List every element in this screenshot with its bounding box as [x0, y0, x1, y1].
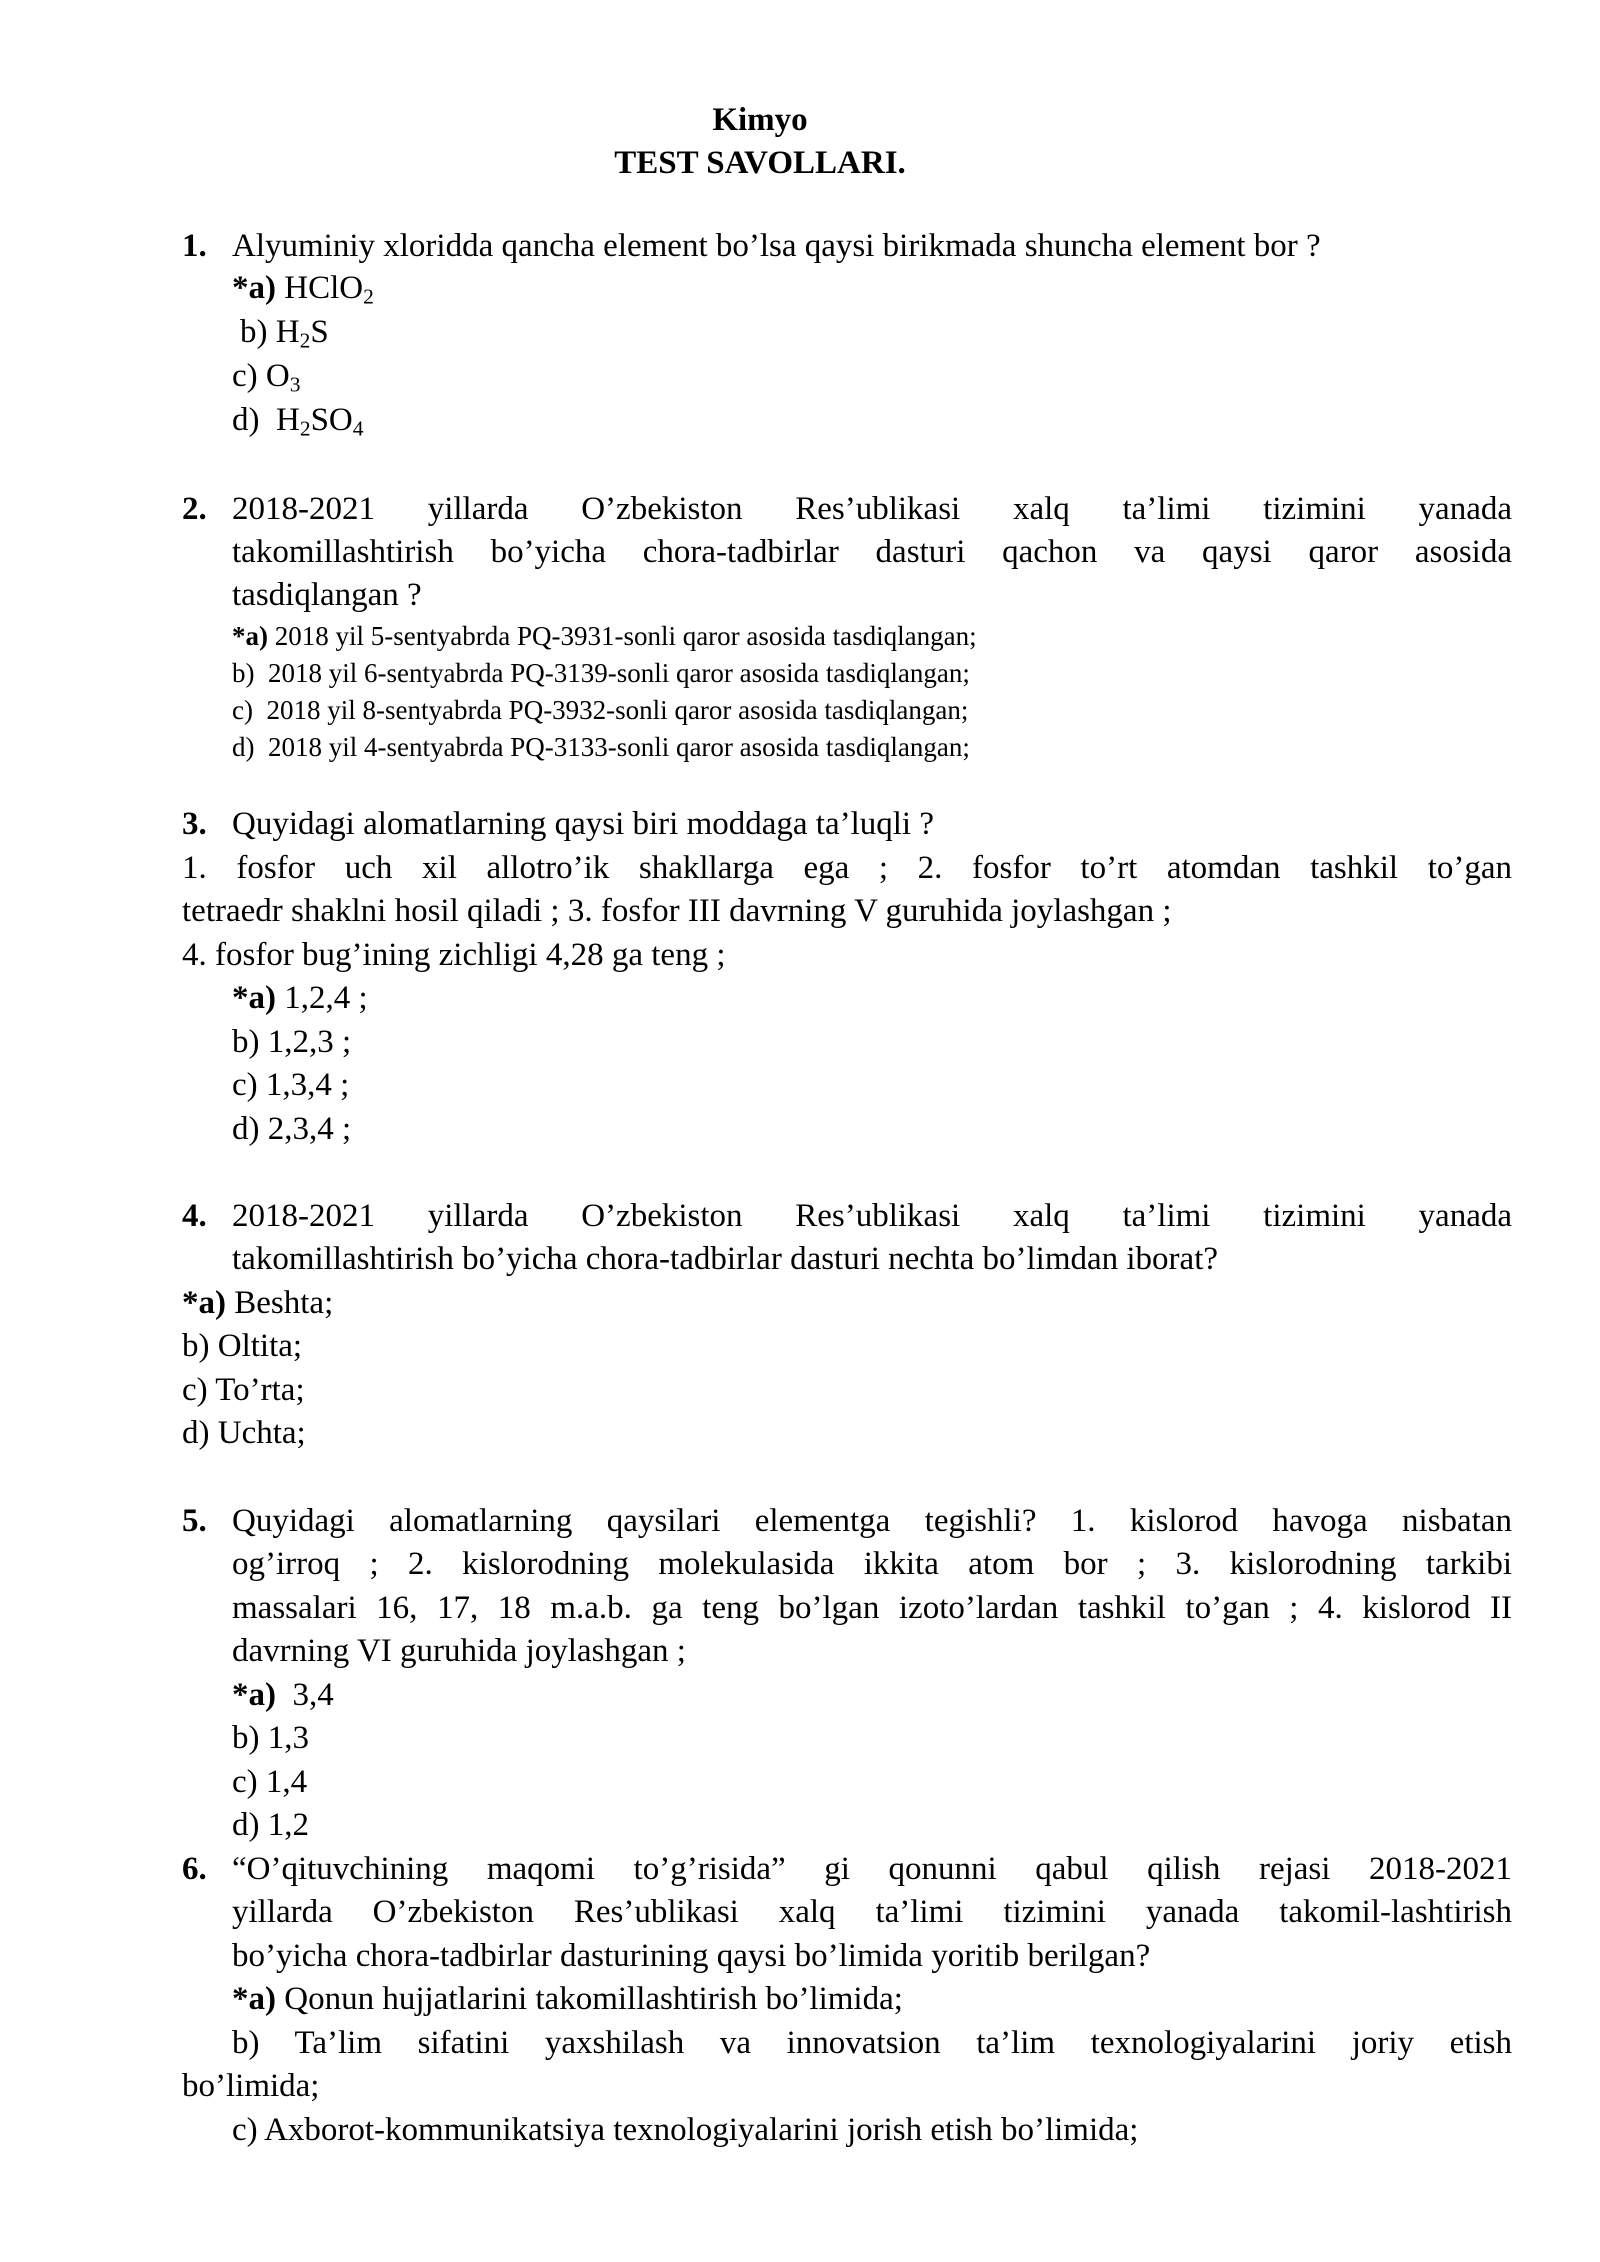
option-4c: c) To’rta; — [182, 1372, 305, 1408]
question-text-4-line-1: 2018-2021 yillarda O’zbekiston Res’ublikasi xalq ta’limi tizimini yanada — [232, 1198, 1512, 1234]
question-text-6-line-2: yillarda O’zbekiston Res’ublikasi xalq ta’limi tizimini yanada takomil-lashtirish — [232, 1894, 1512, 1930]
question-number-4: 4. — [182, 1198, 207, 1234]
option-3d: d) 2,3,4 ; — [232, 1111, 352, 1147]
option-1d: d) $H_2SO_4$ — [232, 402, 364, 441]
option-3a: *a) 1,2,4 ; — [232, 980, 368, 1016]
question-text-3: Quyidagi alomatlarning qaysi biri moddaga ta’luqli ? — [232, 806, 934, 842]
question-text-6-line-1: “O’qituvchining maqomi to’g’risida” gi qonunni qabul qilish rejasi 2018-2021 — [232, 1851, 1512, 1887]
option-6a: *a) Qonun hujjatlarini takomillashtirish bo’limida; — [232, 1981, 903, 2017]
option-4d: d) Uchta; — [182, 1415, 306, 1451]
option-4b: b) Oltita; — [182, 1328, 303, 1364]
question-number-3: 3. — [182, 806, 207, 842]
option-2d: d) 2018 yil 4-sentyabrda PQ-3133-sonli qaror asosida tasdiqlangan; — [232, 732, 970, 762]
question-text-3-line-3: 4. fosfor bug’ining zichligi 4,28 ga teng ; — [182, 937, 726, 973]
question-text-5-line-3: massalari 16, 17, 18 m.a.b. ga teng bo’lgan izoto’lardan tashkil to’gan ; 4. kislorod II — [232, 1590, 1512, 1626]
option-6c: c) Axborot-kommunikatsiya texnologiyalarini jorish etish bo’limida; — [232, 2112, 1139, 2148]
page-title: TEST SAVOLLARI. — [614, 145, 906, 181]
question-text-2-line-2: takomillashtirish bo’yicha chora-tadbirlar dasturi qachon va qaysi qaror asosida — [232, 534, 1512, 570]
question-text-1: Alyuminiy xloridda qancha element bo’lsa qaysi birikmada shuncha element bor ? — [232, 228, 1321, 264]
question-text-3-line-2: tetraedr shaklni hosil qiladi ; 3. fosfor III davrning V guruhida joylashgan ; — [182, 893, 1172, 929]
subject-heading: Kimyo — [712, 102, 808, 138]
option-6b-line-2: bo’limida; — [182, 2068, 320, 2104]
option-1b: b) $H_2S$ — [240, 314, 329, 353]
question-text-2-line-1: 2018-2021 yillarda O’zbekiston Res’ublikasi xalq ta’limi tizimini yanada — [232, 491, 1512, 527]
option-6b-line-1: b) Ta’lim sifatini yaxshilash va innovatsion ta’lim texnologiyalarini joriy etish — [232, 2025, 1512, 2061]
option-3c: c) 1,3,4 ; — [232, 1067, 350, 1103]
option-2a: *a) 2018 yil 5-sentyabrda PQ-3931-sonli qaror asosida tasdiqlangan; — [232, 621, 977, 651]
question-text-6-line-3: bo’yicha chora-tadbirlar dasturining qaysi bo’limida yoritib berilgan? — [232, 1938, 1151, 1974]
question-number-6: 6. — [182, 1851, 207, 1887]
question-text-5-line-1: Quyidagi alomatlarning qaysilari elementga tegishli? 1. kislorod havoga nisbatan — [232, 1503, 1512, 1539]
question-number-2: 2. — [182, 491, 207, 527]
option-5c: c) 1,4 — [232, 1764, 308, 1800]
option-2b: b) 2018 yil 6-sentyabrda PQ-3139-sonli qaror asosida tasdiqlangan; — [232, 658, 970, 688]
option-1c: c) $O_3$ — [232, 358, 301, 397]
question-text-4-line-2: takomillashtirish bo’yicha chora-tadbirlar dasturi nechta bo’limdan iborat? — [232, 1241, 1219, 1277]
option-1a: *a) HClO$_2$ — [232, 270, 374, 309]
question-text-3-line-1: 1. fosfor uch xil allotro’ik shakllarga ega ; 2. fosfor to’rt atomdan tashkil to’gan — [182, 850, 1512, 886]
option-5b: b) 1,3 — [232, 1720, 309, 1756]
question-number-5: 5. — [182, 1503, 207, 1539]
option-2c: c) 2018 yil 8-sentyabrda PQ-3932-sonli qaror asosida tasdiqlangan; — [232, 695, 969, 725]
option-5d: d) 1,2 — [232, 1807, 309, 1843]
question-text-2-line-3: tasdiqlangan ? — [232, 577, 422, 613]
question-text-5-line-4: davrning VI guruhida joylashgan ; — [232, 1633, 686, 1669]
option-5a: *a) 3,4 — [232, 1677, 334, 1713]
question-text-5-line-2: og’irroq ; 2. kislorodning molekulasida ikkita atom bor ; 3. kislorodning tarkibi — [232, 1546, 1512, 1582]
question-number-1: 1. — [182, 228, 207, 264]
option-4a: *a) Beshta; — [182, 1285, 334, 1321]
option-3b: b) 1,2,3 ; — [232, 1024, 352, 1060]
